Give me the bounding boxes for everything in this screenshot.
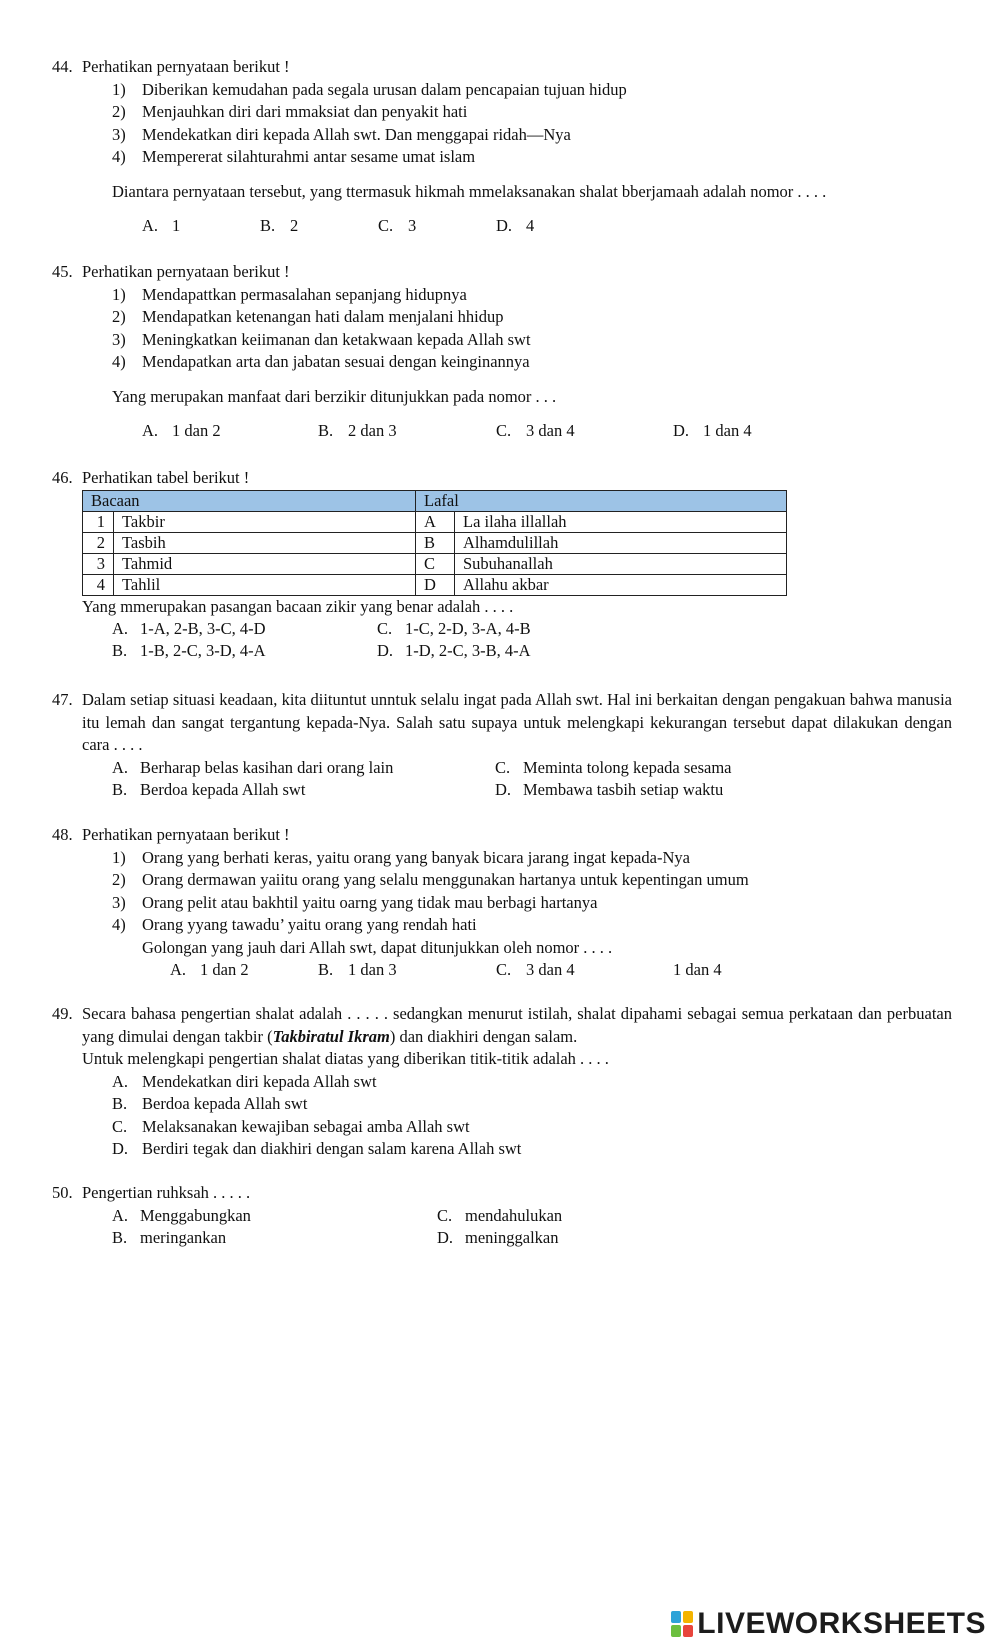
question-number: 46.: [52, 468, 73, 487]
answer-options: [112, 1071, 952, 1161]
statement-item: 3) Mendekatkan diri kepada Allah swt. Dan menggapai ridah—Nya: [112, 124, 571, 144]
question-prompt: Perhatikan pernyataan berikut !: [82, 825, 290, 844]
header-lafal: Lafal: [416, 490, 787, 511]
question-number: 50.: [52, 1183, 73, 1202]
answer-options: [112, 618, 952, 662]
question-49: [52, 1003, 952, 1161]
option-c[interactable]: C. 3 dan 4: [496, 421, 575, 440]
brand-text: LIVEWORKSHEETS: [697, 1607, 986, 1640]
statement-item: 2) Mendapatkan ketenangan hati dalam menjalani hhidup: [112, 307, 504, 326]
option-d[interactable]: D. Berdiri tegak dan diakhiri dengan salam karena Allah swt: [112, 1139, 522, 1158]
dzikir-table: [82, 490, 787, 596]
table-row: 3 Tahmid C Subuhanallah: [83, 553, 787, 574]
question-44: [52, 56, 952, 237]
question-50: [52, 1182, 952, 1249]
question-number: 45.: [52, 262, 73, 281]
option-c[interactable]: C. mendahulukan: [437, 1205, 563, 1225]
option-d[interactable]: 1 dan 4: [673, 960, 722, 979]
answer-options: [52, 420, 952, 442]
option-b[interactable]: B. 1 dan 3: [318, 960, 397, 979]
question-46: [52, 467, 952, 662]
option-a[interactable]: A. Menggabungkan: [112, 1205, 251, 1225]
statement-item: 4) Orang yyang tawadu’ yaitu orang yang rendah hati: [112, 915, 477, 934]
table-row: 4 Tahlil D Allahu akbar: [83, 574, 787, 595]
question-text: Untuk melengkapi pengertian shalat diatas yang diberikan titik-titik adalah . . . .: [82, 1049, 609, 1068]
option-a[interactable]: A. 1-A, 2-B, 3-C, 4-D: [112, 619, 266, 638]
statement-item: 4) Mendapatkan arta dan jabatan sesuai dengan keinginannya: [112, 352, 530, 371]
header-bacaan: Bacaan: [83, 490, 416, 511]
question-number: 44.: [52, 57, 73, 76]
option-b[interactable]: B. 2 dan 3: [318, 421, 397, 440]
question-text: Dalam setiap situasi keadaan, kita diituntut unntuk selalu ingat pada Allah swt. Hal ini berkaitan dengan pengakuan bahwa manusia itu lemah dan sangat tergantung kepada-Nya. Salah satu supaya untuk melengkapi kekurangan tersebut dapat dilakukan dengan cara . . . .: [82, 690, 952, 754]
option-b[interactable]: B. meringankan: [112, 1227, 227, 1247]
option-c[interactable]: C. 1-C, 2-D, 3-A, 4-B: [377, 619, 531, 638]
statement-item: 2) Menjauhkan diri dari mmaksiat dan penyakit hati: [112, 102, 468, 121]
answer-options: [112, 757, 952, 801]
option-b[interactable]: B. Berdoa kepada Allah swt: [112, 1094, 308, 1113]
question-intro: Secara bahasa pengertian shalat adalah . . . . . sedangkan menurut istilah, shalat dipahami sebagai semua perkataan dan perbuatan yang dimulai dengan takbir (Takbiratul Ikram) dan diakhiri dengan salam.: [82, 1004, 952, 1046]
option-c[interactable]: C. 3 dan 4: [496, 960, 575, 979]
statement-item: 2) Orang dermawan yaiitu orang yang selalu menggunakan hartanya untuk kepentingan umum: [112, 870, 749, 889]
table-row: 2 Tasbih B Alhamdulillah: [83, 532, 787, 553]
answer-options: [112, 1205, 952, 1249]
statement-item: 1) Mendapattkan permasalahan sepanjang hidupnya: [112, 284, 467, 304]
option-a[interactable]: A. Berharap belas kasihan dari orang lain: [112, 757, 394, 777]
option-c[interactable]: C. Melaksanakan kewajiban sebagai amba Allah swt: [112, 1116, 470, 1136]
question-48: [52, 824, 952, 981]
option-d[interactable]: D. 4: [496, 216, 535, 235]
option-d[interactable]: D. Membawa tasbih setiap waktu: [495, 779, 724, 799]
statement-item: 1) Orang yang berhati keras, yaitu orang yang banyak bicara jarang ingat kepada-Nya: [112, 847, 690, 867]
liveworksheets-logo: [671, 1609, 986, 1639]
question-number: 49.: [52, 1004, 73, 1023]
statement-item: 1) Diberikan kemudahan pada segala urusan dalam pencapaian tujuan hidup: [112, 79, 627, 99]
table-header-row: [83, 490, 787, 511]
option-d[interactable]: D. meninggalkan: [437, 1227, 559, 1247]
question-prompt: Perhatikan pernyataan berikut !: [82, 57, 290, 76]
option-c[interactable]: C. Meminta tolong kepada sesama: [495, 757, 732, 777]
question-text: Yang merupakan manfaat dari berzikir ditunjukkan pada nomor . . .: [112, 386, 557, 406]
statement-item: 3) Meningkatkan keiimanan dan ketakwaan kepada Allah swt: [112, 329, 531, 349]
option-d[interactable]: D. 1-D, 2-C, 3-B, 4-A: [377, 641, 531, 660]
option-a[interactable]: A. 1: [142, 216, 181, 235]
option-a[interactable]: A. 1 dan 2: [170, 960, 249, 979]
question-text: Golongan yang jauh dari Allah swt, dapat ditunjukkan oleh nomor . . . .: [142, 937, 613, 957]
option-a[interactable]: A. Mendekatkan diri kepada Allah swt: [112, 1071, 377, 1091]
question-number: 47.: [52, 690, 73, 709]
question-prompt: Perhatikan pernyataan berikut !: [82, 262, 290, 281]
option-b[interactable]: B. 1-B, 2-C, 3-D, 4-A: [112, 641, 266, 660]
option-a[interactable]: A. 1 dan 2: [142, 421, 221, 440]
question-47: [52, 689, 952, 801]
liveworksheets-icon: [671, 1611, 693, 1637]
statement-item: 4) Mempererat silahturahmi antar sesame umat islam: [112, 147, 476, 166]
question-prompt: Perhatikan tabel berikut !: [82, 468, 250, 487]
option-d[interactable]: D. 1 dan 4: [673, 421, 752, 440]
option-b[interactable]: B. 2: [260, 216, 299, 235]
question-45: [52, 261, 952, 442]
statement-item: 3) Orang pelit atau bakhtil yaitu oarng yang tidak mau berbagi hartanya: [112, 892, 598, 912]
option-b[interactable]: B. Berdoa kepada Allah swt: [112, 779, 306, 799]
emphasis-term: Takbiratul Ikram: [272, 1026, 390, 1046]
question-text: Diantara pernyataan tersebut, yang ttermasuk hikmah mmelaksanakan shalat bberjamaah adalah nomor . . . .: [112, 181, 827, 201]
answer-options: [52, 959, 952, 981]
question-text: Pengertian ruhksah . . . . .: [82, 1183, 251, 1202]
option-c[interactable]: C. 3: [378, 216, 417, 235]
question-number: 48.: [52, 825, 73, 844]
question-text: Yang mmerupakan pasangan bacaan zikir yang benar adalah . . . .: [82, 596, 514, 616]
table-row: 1 Takbir A La ilaha illallah: [83, 511, 787, 532]
answer-options: [52, 215, 952, 237]
